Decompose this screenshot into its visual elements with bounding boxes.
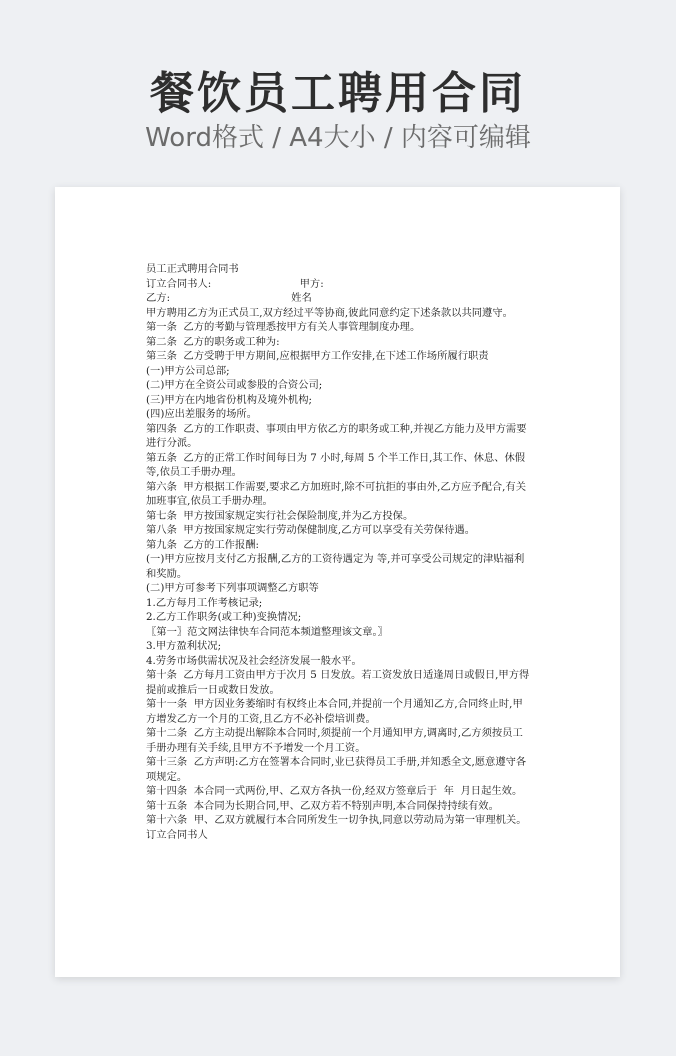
document-paragraph: 第八条 甲方按国家规定实行劳动保健制度,乙方可以享受有关劳保待遇。 — [146, 524, 476, 536]
document-paragraph: 甲方聘用乙方为正式员工,双方经过平等协商,彼此同意约定下述条款以共同遵守。 — [146, 306, 513, 319]
document-paragraph: 第四条 乙方的工作职责、事项由甲方依乙方的职务或工种,并视乙方能力及甲方需要进行分派。 — [146, 422, 527, 449]
document-paragraph: (一)甲方公司总部; — [146, 364, 230, 377]
document-paragraph: 第六条 甲方根据工作需要,要求乙方加班时,除不可抗拒的事由外,乙方应予配合,有关加班事宜,依员工手册办理。 — [146, 480, 527, 507]
document-paragraph: 第二条 乙方的职务或工种为: — [146, 335, 280, 348]
document-paragraph: 员工正式聘用合同书 — [146, 263, 239, 275]
document-paragraph: 订立合同书人 — [146, 828, 208, 841]
document-paragraph: 第三条 乙方受聘于甲方期间,应根据甲方工作安排,在下述工作场所履行职责 — [146, 350, 489, 362]
document-paragraph: 1.乙方每月工作考核记录; — [146, 596, 263, 609]
document-paragraph: (一)甲方应按月支付乙方报酬,乙方的工资待遇定为 等,并可享受公司规定的津贴福利和奖励。 — [146, 553, 525, 580]
document-paragraph: 第五条 乙方的正常工作时间每日为 7 小时,每周 5 个半工作日,其工作、休息、休假等,依员工手册办理。 — [146, 451, 526, 478]
document-paragraph: 第十四条 本合同一式两份,甲、乙双方各执一份,经双方签章后于 年 月日起生效。 — [146, 785, 523, 797]
document-paragraph: 第十条 乙方每月工资由甲方于次月 5 日发放。若工资发放日适逢周日或假日,甲方得提前或推后一日或数日发放。 — [146, 669, 530, 696]
document-paragraph: (二)甲方可参考下列事项调整乙方职等 — [146, 582, 319, 594]
document-paragraph: 第十五条 本合同为长期合同,甲、乙双方若不特别声明,本合同保持持续有效。 — [146, 799, 499, 812]
document-paragraph: 第十一条 甲方因业务萎缩时有权终止本合同,并提前一个月通知乙方,合同终止时,甲方增发乙方一个月的工资,且乙方不必补偿培训费。 — [146, 698, 523, 725]
page-title: 餐饮员工聘用合同 — [150, 68, 526, 119]
document-paragraph: 第十六条 甲、乙双方就履行本合同所发生一切争执,同意以劳动局为第一审理机关。 — [146, 814, 527, 826]
document-paragraph: 第十二条 乙方主动提出解除本合同时,须提前一个月通知甲方,调离时,乙方须按员工手册办理有关手续,且甲方不予增发一个月工资。 — [146, 727, 523, 754]
document-paragraph: 4.劳务市场供需状况及社会经济发展一般水平。 — [146, 654, 362, 667]
document-paragraph: 第一条 乙方的考勤与管理悉按甲方有关人事管理制度办理。 — [146, 321, 421, 333]
document-paragraph: 订立合同书人: 甲方: — [146, 277, 324, 290]
document-paragraph: 乙方: 姓名 — [146, 292, 312, 304]
document-paragraph: 3.甲方盈利状况; — [146, 640, 222, 652]
page-subtitle: Word格式 / A4大小 / 内容可编辑 — [145, 123, 531, 153]
document-paragraph: 第七条 甲方按国家规定实行社会保险制度,并为乙方投保。 — [146, 509, 414, 522]
document-paragraph: 第九条 乙方的工作报酬: — [146, 538, 259, 551]
document-paragraph: 第十三条 乙方声明:乙方在签署本合同时,业已获得员工手册,并知悉全文,愿意遵守各项规定。 — [146, 756, 527, 783]
document-paragraph: (四)应出差服务的场所。 — [146, 408, 258, 420]
document-body — [146, 262, 531, 842]
document-page — [55, 187, 620, 977]
document-paragraph: (三)甲方在内地省份机构及境外机构; — [146, 393, 312, 406]
document-paragraph: 2.乙方工作职务(或工种)变换情况; — [146, 611, 302, 623]
document-paragraph: (二)甲方在全资公司或参股的合资公司; — [146, 379, 323, 391]
document-paragraph: 〖第一〗范文网法律快车合同范本频道整理该文章。〗 — [146, 625, 388, 638]
